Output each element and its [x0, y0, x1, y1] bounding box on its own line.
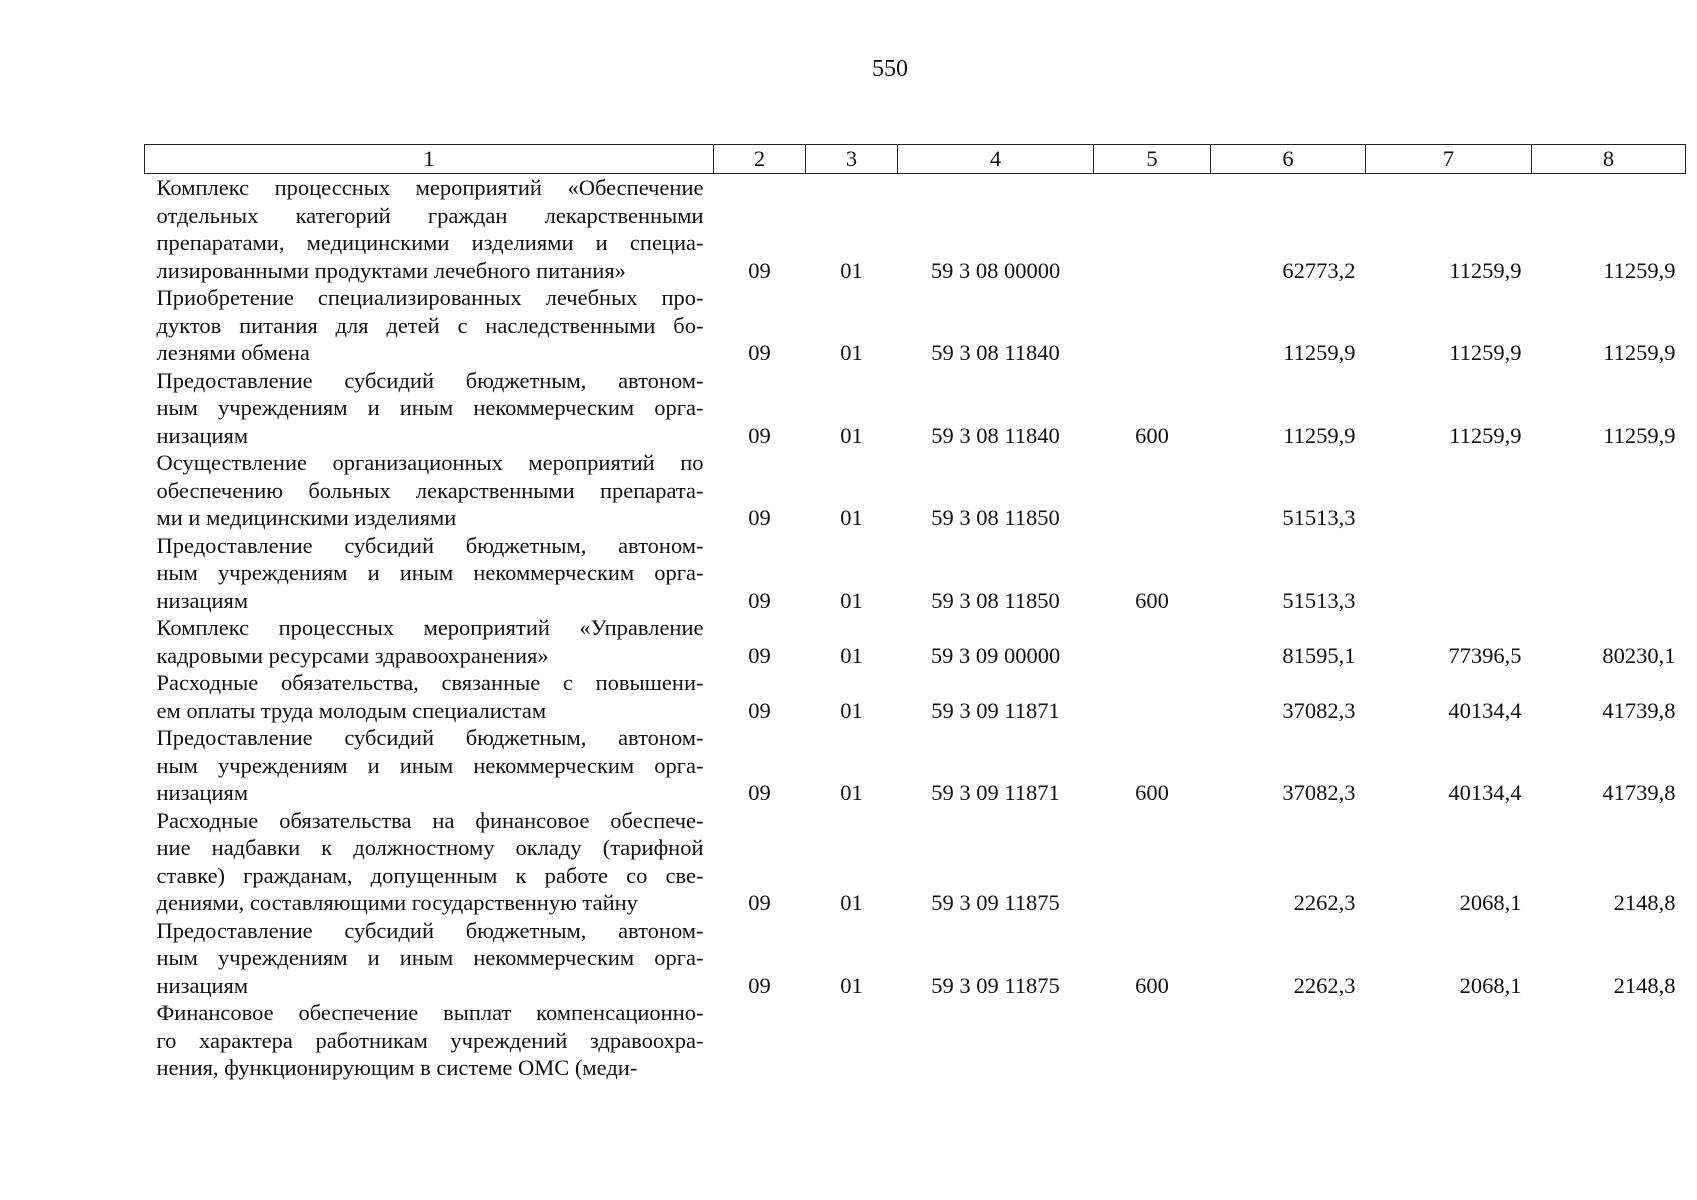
amount-col-6: [1211, 999, 1366, 1082]
target-article-code: 59 3 08 11840: [931, 340, 1060, 365]
header-cell-6: 6: [1211, 145, 1366, 174]
amount-col-8: [1532, 532, 1686, 615]
amount-col-7: 11259,9: [1449, 257, 1522, 283]
header-row: [145, 145, 1686, 174]
amount-col-6: 37082,3: [1282, 780, 1356, 805]
description-line: ным учреждениям и иным некоммерческим орга-: [156, 395, 704, 420]
row-description: [145, 449, 714, 532]
amount-col-8: [1532, 449, 1686, 532]
amount-col-6: 2262,3: [1293, 890, 1356, 915]
section-code: 09: [748, 642, 771, 668]
row-description: [145, 917, 714, 1000]
description-line: лезнями обмена: [156, 340, 310, 365]
header-cell-3: 3: [806, 145, 898, 174]
amount-col-7: 77396,5: [1448, 642, 1522, 668]
amount-col-7: 2068,1: [1459, 890, 1522, 915]
description-line: Расходные обязательства, связанные с повышени-: [156, 670, 704, 695]
table-row: [145, 917, 1686, 1000]
description-line: ным учреждениям и иным некоммерческим орга-: [156, 752, 704, 778]
amount-col-6: 2262,3: [1293, 972, 1356, 998]
subsection-code: 01: [840, 780, 863, 805]
description-line: ми и медицинскими изделиями: [156, 505, 457, 530]
table-row: [145, 999, 1686, 1082]
section-code: 09: [748, 257, 771, 283]
amount-col-7: [1366, 449, 1532, 532]
amount-col-8: 11259,9: [1603, 340, 1676, 365]
subsection-code: 01: [840, 642, 863, 668]
amount-col-6: 51513,3: [1282, 505, 1356, 530]
section-code: 09: [748, 587, 771, 613]
description-line: ным учреждениям и иным некоммерческим орга-: [156, 945, 704, 970]
row-description: [145, 614, 714, 669]
amount-col-8: [1532, 999, 1686, 1082]
target-article-code: [898, 999, 1094, 1082]
expense-type-code: 600: [1135, 587, 1169, 613]
table-row: [145, 449, 1686, 532]
amount-col-7: [1366, 999, 1532, 1082]
description-line: препаратами, медицинскими изделиями и специа-: [156, 230, 704, 255]
amount-col-7: 40134,4: [1448, 697, 1522, 723]
description-line: дениями, составляющими государственную тайну: [156, 890, 638, 915]
table-row: [145, 669, 1686, 724]
description-line: дуктов питания для детей с наследственными бо-: [156, 312, 704, 338]
description-line: Предоставление субсидий бюджетным, автоном-: [156, 367, 704, 393]
target-article-code: 59 3 08 11850: [931, 587, 1060, 613]
amount-col-7: 2068,1: [1459, 972, 1522, 998]
description-line: ставке) гражданам, допущенным к работе со све-: [156, 862, 704, 888]
header-cell-5: 5: [1094, 145, 1211, 174]
expense-type-code: 600: [1135, 422, 1169, 448]
subsection-code: 01: [840, 422, 863, 448]
amount-col-8: 41739,8: [1602, 780, 1676, 805]
subsection-code: 01: [840, 257, 863, 283]
target-article-code: 59 3 09 00000: [930, 642, 1061, 668]
expense-type-code: 600: [1135, 972, 1169, 998]
table-row: [145, 174, 1686, 285]
amount-col-7: [1366, 532, 1532, 615]
subsection-code: 01: [840, 890, 863, 915]
row-description: [145, 669, 714, 724]
description-line: Приобретение специализированных лечебных про-: [156, 285, 704, 310]
target-article-code: 59 3 08 11840: [931, 422, 1060, 448]
target-article-code: 59 3 09 11875: [931, 890, 1060, 915]
expense-type-code: [1094, 669, 1211, 724]
description-line: низациям: [156, 780, 249, 805]
description-line: Осуществление организационных мероприятий по: [156, 450, 704, 475]
description-line: Предоставление субсидий бюджетным, автоном-: [156, 532, 704, 558]
expense-type-code: [1094, 807, 1211, 917]
description-line: Комплекс процессных мероприятий «Обеспечение: [156, 175, 704, 200]
subsection-code: 01: [840, 505, 863, 530]
description-line: ным учреждениям и иным некоммерческим орга-: [156, 560, 704, 585]
header-cell-1: 1: [145, 145, 714, 174]
header-cell-2: 2: [714, 145, 806, 174]
target-article-code: 59 3 09 11875: [931, 972, 1060, 998]
table-row: [145, 807, 1686, 917]
subsection-code: [806, 999, 898, 1082]
row-description: [145, 999, 714, 1082]
target-article-code: 59 3 08 11850: [931, 505, 1060, 530]
header-cell-7: 7: [1366, 145, 1532, 174]
expense-type-code: [1094, 449, 1211, 532]
description-line: низациям: [156, 972, 249, 998]
table-row: [145, 724, 1686, 807]
header-cell-4: 4: [898, 145, 1094, 174]
description-line: ем оплаты труда молодым специалистам: [156, 697, 547, 723]
amount-col-6: 62773,2: [1282, 257, 1356, 283]
amount-col-6: 11259,9: [1283, 340, 1356, 365]
subsection-code: 01: [840, 697, 863, 723]
expense-type-code: [1094, 174, 1211, 285]
table-row: [145, 284, 1686, 367]
subsection-code: 01: [840, 587, 863, 613]
subsection-code: 01: [840, 972, 863, 998]
description-line: лизированными продуктами лечебного питания»: [156, 257, 626, 283]
amount-col-7: 11259,9: [1449, 340, 1522, 365]
amount-col-8: 11259,9: [1603, 257, 1676, 283]
table-row: [145, 367, 1686, 450]
section-code: 09: [748, 780, 771, 805]
table-row: [145, 532, 1686, 615]
amount-col-8: 80230,1: [1602, 642, 1676, 668]
section-code: 09: [748, 340, 771, 365]
budget-table: [144, 144, 1686, 1082]
description-line: низациям: [156, 587, 249, 613]
row-description: [145, 284, 714, 367]
description-line: Расходные обязательства на финансовое обеспече-: [156, 807, 704, 833]
description-line: отдельных категорий граждан лекарственными: [156, 202, 704, 228]
row-description: [145, 532, 714, 615]
amount-col-7: 11259,9: [1449, 422, 1522, 448]
target-article-code: 59 3 09 11871: [931, 697, 1060, 723]
row-description: [145, 367, 714, 450]
row-description: [145, 174, 714, 285]
page-number: 550: [872, 56, 908, 82]
description-line: обеспечению больных лекарственными препарата-: [156, 477, 704, 503]
section-code: 09: [748, 972, 771, 998]
amount-col-8: 41739,8: [1602, 697, 1676, 723]
row-description: [145, 807, 714, 917]
description-line: Предоставление субсидий бюджетным, автоном-: [156, 917, 704, 943]
row-description: [145, 724, 714, 807]
table-row: [145, 614, 1686, 669]
expense-type-code: [1094, 614, 1211, 669]
amount-col-6: 37082,3: [1282, 697, 1356, 723]
amount-col-8: 11259,9: [1603, 422, 1676, 448]
section-code: [714, 999, 806, 1082]
description-line: го характера работникам учреждений здравоохра-: [156, 1027, 704, 1053]
section-code: 09: [748, 697, 771, 723]
target-article-code: 59 3 08 00000: [930, 257, 1061, 283]
header-cell-8: 8: [1532, 145, 1686, 174]
amount-col-8: 2148,8: [1613, 972, 1676, 998]
subsection-code: 01: [840, 340, 863, 365]
target-article-code: 59 3 09 11871: [931, 780, 1060, 805]
section-code: 09: [748, 422, 771, 448]
description-line: Финансовое обеспечение выплат компенсационно-: [156, 1000, 704, 1025]
description-line: Предоставление субсидий бюджетным, автоном-: [156, 725, 704, 750]
section-code: 09: [748, 505, 771, 530]
description-line: нения, функционирующим в системе ОМС (меди-: [156, 1055, 638, 1080]
expense-type-code: 600: [1135, 780, 1169, 805]
section-code: 09: [748, 890, 771, 915]
amount-col-6: 81595,1: [1282, 642, 1356, 668]
expense-type-code: [1094, 999, 1211, 1082]
description-line: кадровыми ресурсами здравоохранения»: [156, 642, 549, 668]
description-line: низациям: [156, 422, 249, 448]
description-line: ние надбавки к должностному окладу (тарифной: [156, 835, 704, 860]
amount-col-7: 40134,4: [1448, 780, 1522, 805]
amount-col-6: 51513,3: [1282, 587, 1356, 613]
description-line: Комплекс процессных мероприятий «Управление: [156, 615, 704, 640]
amount-col-8: 2148,8: [1613, 890, 1676, 915]
table-body: [145, 174, 1686, 1082]
amount-col-6: 11259,9: [1283, 422, 1356, 448]
expense-type-code: [1094, 284, 1211, 367]
